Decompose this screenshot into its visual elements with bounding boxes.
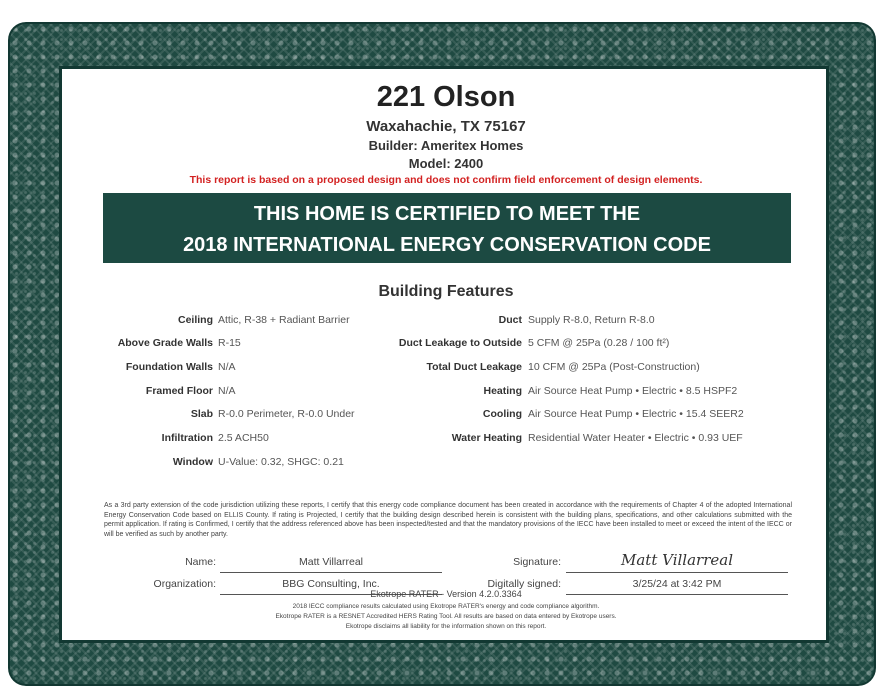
- feature-label: Ceiling: [177, 314, 213, 326]
- footer-line-2: Ekotrope RATER is a RESNET Accredited HERS Rating Tool. All results are based on data entered by Ekotrope users.: [275, 613, 617, 620]
- feature-label: Foundation Walls: [125, 361, 213, 373]
- feature-value: N/A: [218, 361, 236, 373]
- feature-value: 10 CFM @ 25Pa (Post-Construction): [528, 361, 700, 373]
- certification-banner: [103, 193, 791, 263]
- signature-underline: [566, 572, 788, 573]
- feature-label: Water Heating: [451, 432, 522, 444]
- feature-value: 5 CFM @ 25Pa (0.28 / 100 ft²): [528, 337, 670, 349]
- organization-value: BBG Consulting, Inc.: [282, 578, 380, 590]
- signature-value: Matt Villarreal: [621, 551, 733, 569]
- feature-value: U-Value: 0.32, SHGC: 0.21: [218, 456, 344, 468]
- feature-label: Window: [172, 456, 213, 468]
- feature-label: Slab: [190, 408, 213, 420]
- feature-value: R-0.0 Perimeter, R-0.0 Under: [218, 408, 355, 420]
- feature-value: Attic, R-38 + Radiant Barrier: [218, 314, 350, 326]
- builder-name: Builder: Ameritex Homes: [368, 138, 524, 153]
- certification-statement: As a 3rd party extension of the code jurisdiction utilizing these reports, I certify that this energy code compliance document has been created in accordance with the requirements of Chapter 4 of the adopted International Energy Conservation Code based on ELLIS County. If rating is Projected, I certify that the building design described herein is consistent with the building plans, specifications, and other calculations submitted with the permit application. If rating is Confirmed, I certify that the address referenced above has been inspected/tested and that the mandatory provisions of the IECC have been installed to meet or exceed the intent of the IECC or will be verified as such by another party.: [104, 502, 792, 538]
- footer-line-1: 2018 IECC compliance results calculated using Ekotrope RATER's energy and code compliance algorithm.: [292, 603, 600, 610]
- name-underline: [220, 572, 442, 573]
- name-label: Name:: [185, 556, 216, 568]
- feature-label: Infiltration: [161, 432, 213, 444]
- banner-line-2: 2018 INTERNATIONAL ENERGY CONSERVATION CODE: [183, 234, 711, 256]
- address-city: Waxahachie, TX 75167: [366, 118, 526, 135]
- organization-label: Organization:: [153, 578, 216, 590]
- software-version: Ekotrope RATER - Version 4.2.0.3364: [370, 589, 522, 599]
- feature-value: R-15: [218, 337, 241, 349]
- feature-value: Air Source Heat Pump • Electric • 15.4 SEER2: [528, 408, 744, 420]
- digitally-signed-value: 3/25/24 at 3:42 PM: [632, 578, 722, 590]
- feature-value: N/A: [218, 385, 236, 397]
- feature-label: Heating: [483, 385, 522, 397]
- model-name: Model: 2400: [408, 156, 484, 171]
- feature-label: Cooling: [482, 408, 522, 420]
- feature-label: Framed Floor: [145, 385, 213, 397]
- feature-value: Supply R-8.0, Return R-8.0: [528, 314, 655, 326]
- digitally-signed-label: Digitally signed:: [487, 578, 561, 590]
- feature-label: Duct Leakage to Outside: [398, 337, 522, 349]
- feature-label: Total Duct Leakage: [426, 361, 522, 373]
- feature-label: Above Grade Walls: [117, 337, 213, 349]
- feature-value: 2.5 ACH50: [218, 432, 269, 444]
- building-features-title: Building Features: [378, 283, 514, 300]
- footer-line-3: Ekotrope disclaims all liability for the information shown on this report.: [345, 623, 547, 630]
- feature-label: Duct: [498, 314, 522, 326]
- banner-line-1: THIS HOME IS CERTIFIED TO MEET THE: [253, 203, 641, 225]
- feature-value: Residential Water Heater • Electric • 0.93 UEF: [528, 432, 743, 444]
- feature-value: Air Source Heat Pump • Electric • 8.5 HSPF2: [528, 385, 738, 397]
- design-disclaimer: This report is based on a proposed design and does not confirm field enforcement of design elements.: [189, 174, 703, 186]
- address-street: 221 Olson: [376, 81, 516, 113]
- signature-label: Signature:: [513, 556, 561, 568]
- name-value: Matt Villarreal: [299, 556, 363, 568]
